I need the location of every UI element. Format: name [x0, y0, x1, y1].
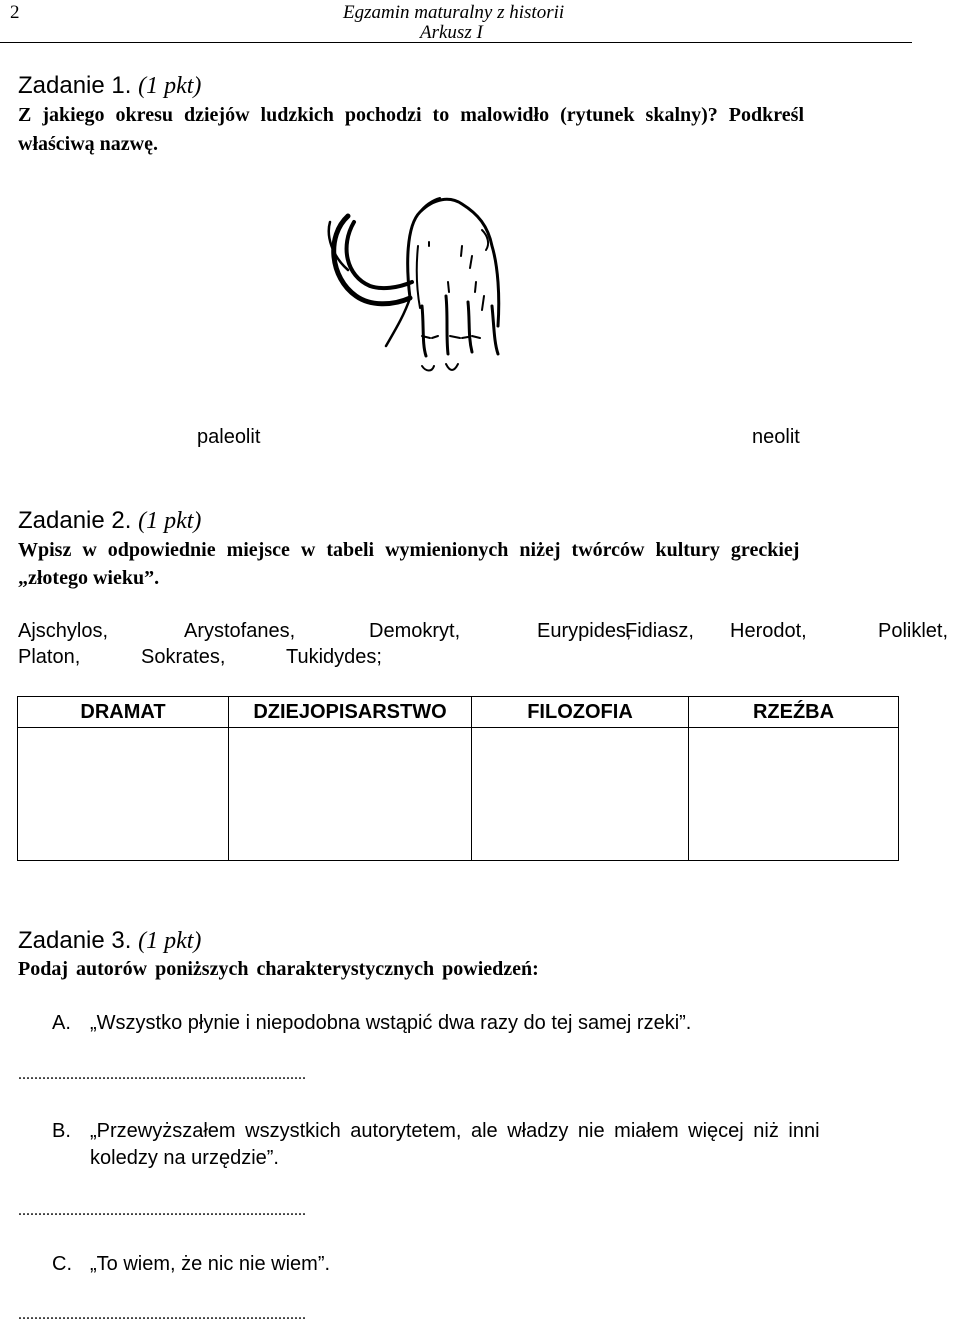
task2-heading — [18, 507, 201, 535]
name-sokrates: Sokrates, — [141, 646, 226, 668]
name-fidiasz: Fidiasz, — [625, 620, 694, 642]
task3-points: (1 pkt) — [138, 928, 202, 954]
period-option-paleolit[interactable]: paleolit — [197, 426, 261, 448]
task1-question-line2: właściwą nazwę. — [18, 133, 158, 155]
header-title: Egzamin maturalny z historii — [343, 2, 565, 23]
column-header-dramat: DRAMAT — [18, 697, 229, 728]
quote-a-text: „Wszystko płynie i niepodobna wstąpić dwa razy do tej samej rzeki”. — [90, 1012, 692, 1034]
period-option-neolit[interactable]: neolit — [752, 426, 800, 448]
task3-title: Zadanie 3. — [18, 927, 132, 954]
mammoth-drawing-icon — [322, 186, 504, 376]
task3-question: Podaj autorów poniższych charakterystycznych powiedzeń: — [18, 958, 539, 980]
name-herodot: Herodot, — [730, 620, 807, 642]
page-number: 2 — [10, 2, 20, 23]
task1-heading — [18, 72, 201, 100]
column-header-filozofia: FILOZOFIA — [472, 697, 689, 728]
task2-question-line1: Wpisz w odpowiednie miejsce w tabeli wymienionych niżej twórców kultury greckiej — [18, 539, 800, 561]
task2-points: (1 pkt) — [138, 508, 202, 534]
table-answer-row — [18, 728, 899, 861]
task2-question-line2: „złotego wieku”. — [18, 567, 160, 589]
name-eurypides: Eurypides, — [537, 620, 632, 642]
quote-c-label: C. — [52, 1253, 72, 1275]
quote-c-text: „To wiem, że nic nie wiem”. — [90, 1253, 331, 1275]
answer-cell-dramat[interactable] — [18, 728, 229, 861]
header-subtitle: Arkusz I — [420, 22, 483, 43]
task3-heading — [18, 927, 201, 955]
task2-title: Zadanie 2. — [18, 507, 132, 534]
answer-line-a[interactable]: ........................................................................ — [18, 1066, 306, 1083]
name-ajschylos: Ajschylos, — [18, 620, 109, 642]
quote-b-label: B. — [52, 1120, 71, 1142]
task1-title: Zadanie 1. — [18, 72, 132, 99]
name-tukidydes: Tukidydes; — [286, 646, 382, 668]
answer-cell-filozofia[interactable] — [472, 728, 689, 861]
header-divider — [0, 42, 912, 43]
quote-b-text-line1: „Przewyższałem wszystkich autorytetem, ale władzy nie miałem więcej niż inni — [90, 1120, 820, 1142]
name-demokryt: Demokryt, — [369, 620, 461, 642]
name-poliklet: Poliklet, — [878, 620, 949, 642]
task1-question-line1: Z jakiego okresu dziejów ludzkich pochodzi to malowidło (rytunek skalny)? Podkreśl — [18, 104, 804, 126]
task1-points: (1 pkt) — [138, 73, 202, 99]
name-platon: Platon, — [18, 646, 81, 668]
column-header-dziejopisarstwo: DZIEJOPISARSTWO — [229, 697, 472, 728]
answer-table — [17, 696, 899, 861]
table-header-row — [18, 697, 899, 728]
answer-cell-rzezba[interactable] — [689, 728, 899, 861]
quote-b-text-line2: koledzy na urzędzie”. — [90, 1147, 279, 1169]
answer-line-c[interactable]: ........................................................................ — [18, 1306, 306, 1323]
name-arystofanes: Arystofanes, — [184, 620, 296, 642]
column-header-rzezba: RZEŹBA — [689, 697, 899, 728]
quote-a-label: A. — [52, 1012, 71, 1034]
answer-line-b[interactable]: ........................................................................ — [18, 1202, 306, 1219]
answer-cell-dziejopisarstwo[interactable] — [229, 728, 472, 861]
